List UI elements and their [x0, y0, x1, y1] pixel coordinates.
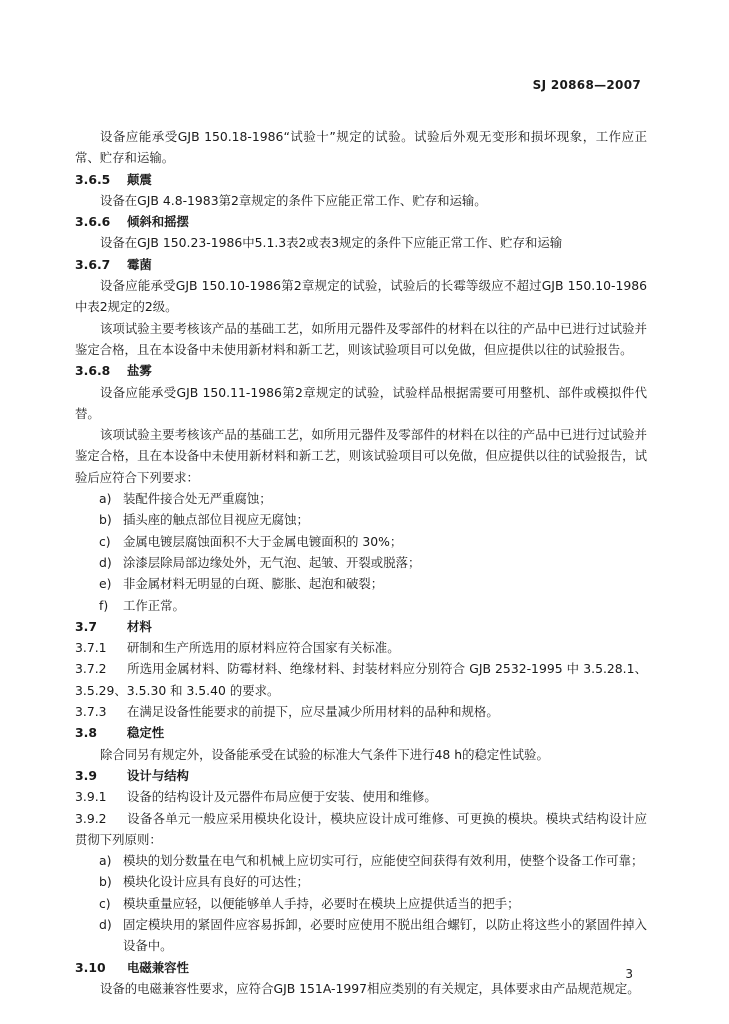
clause-number: 3.7.2	[75, 661, 107, 677]
list-text: 插头座的触点部位目视应无腐蚀；	[123, 512, 309, 528]
section-number: 3.6.7	[75, 256, 111, 272]
section-number: 3.10	[75, 959, 106, 975]
section-title: 倾斜和摇摆	[127, 214, 189, 230]
list-text: 涂漆层除局部边缘处外，无气泡、起皱、开裂或脱落；	[123, 554, 421, 570]
paragraph: 该项试验主要考核该产品的基础工艺，如所用元器件及零部件的材料在以往的产品中已进行过试验并鉴定合格，且在本设备中未使用新材料和新工艺，则该试验项目可以免做，但应提供以往的试验报告。	[75, 320, 647, 357]
paragraph: 设备应能承受GJB 150.18-1986“试验十”规定的试验。试验后外观无变形和损坏现象，工作应正常、贮存和运输。	[75, 129, 647, 166]
list-item	[75, 595, 647, 616]
paragraph: 设备应能承受GJB 150.11-1986第2章规定的试验，试验样品根据需要可用整机、部件或模拟件代替。	[75, 384, 647, 421]
section-number: 3.6.8	[75, 363, 111, 379]
section-title: 设计与结构	[127, 767, 189, 783]
page-number: 3	[625, 967, 633, 981]
clause-text: 研制和生产所选用的原材料应符合国家有关标准。	[127, 640, 400, 656]
section-heading	[75, 360, 647, 381]
clause-text: 设备各单元一般应采用模块化设计，模块应设计成可维修、可更换的模块。模块式结构设计应贯彻下列原则：	[75, 810, 647, 847]
section-heading	[75, 722, 647, 743]
clause-text: 在满足设备性能要求的前提下，应尽量减少所用材料的品种和规格。	[127, 704, 499, 720]
section-heading	[75, 616, 647, 637]
list-item	[75, 488, 647, 509]
clause-number: 3.9.2	[75, 810, 107, 826]
list-item	[75, 893, 647, 914]
paragraph: 设备在GJB 4.8-1983第2章规定的条件下应能正常工作、贮存和运输。	[100, 192, 487, 208]
clause-text: 所选用金属材料、防霉材料、绝缘材料、封装材料应分别符合 GJB 2532-1995 中 3.5.28.1、3.5.29、3.5.30 和 3.5.40 的要求。	[75, 661, 647, 698]
section-number: 3.6.5	[75, 171, 111, 187]
list-marker: e)	[99, 576, 112, 592]
list-item	[75, 531, 647, 552]
section-heading	[75, 765, 647, 786]
section-number: 3.8	[75, 725, 97, 741]
clause-number: 3.7.1	[75, 640, 107, 656]
list-text: 非金属材料无明显的白斑、膨胀、起泡和破裂；	[123, 576, 384, 592]
list-marker: f)	[99, 597, 109, 613]
list-item	[75, 552, 647, 573]
section-heading	[75, 957, 647, 978]
list-text: 工作正常。	[123, 597, 185, 613]
list-item	[75, 573, 647, 594]
section-number: 3.9	[75, 767, 97, 783]
list-marker: c)	[99, 895, 111, 911]
list-marker: b)	[99, 874, 112, 890]
paragraph: 设备的电磁兼容性要求，应符合GJB 151A-1997相应类别的有关规定，具体要求由产品规范规定。	[100, 980, 640, 996]
clause-text: 设备的结构设计及元器件布局应便于安装、使用和维修。	[127, 789, 437, 805]
section-number: 3.7	[75, 618, 97, 634]
section-title: 颠震	[127, 171, 152, 187]
list-item	[75, 871, 647, 892]
list-item	[75, 509, 647, 530]
paragraph: 设备在GJB 150.23-1986中5.1.3表2或表3规定的条件下应能正常工作、贮存和运输	[100, 235, 563, 251]
list-marker: d)	[99, 554, 112, 570]
list-text: 固定模块用的紧固件应容易拆卸，必要时应使用不脱出组合螺钉，以防止将这些小的紧固件掉入设备中。	[123, 916, 647, 954]
numbered-clause	[75, 637, 647, 658]
clause-number: 3.9.1	[75, 789, 107, 805]
section-heading	[75, 254, 647, 275]
list-item	[75, 850, 647, 871]
list-text: 装配件接合处无严重腐蚀；	[123, 491, 272, 507]
numbered-clause	[75, 701, 647, 722]
paragraph: 除合同另有规定外，设备能承受在试验的标准大气条件下进行48 h的稳定性试验。	[100, 746, 549, 762]
section-title: 盐雾	[127, 363, 152, 379]
section-title: 电磁兼容性	[127, 959, 189, 975]
list-text: 模块化设计应具有良好的可达性；	[123, 874, 309, 890]
numbered-clause	[75, 786, 647, 807]
numbered-clause	[75, 658, 647, 701]
section-heading	[75, 211, 647, 232]
list-marker: b)	[99, 512, 112, 528]
section-title: 霉菌	[127, 256, 152, 272]
numbered-clause	[75, 808, 647, 851]
list-text: 金属电镀层腐蚀面积不大于金属电镀面积的 30%；	[123, 533, 403, 549]
paragraph: 设备应能承受GJB 150.10-1986第2章规定的试验，试验后的长霉等级应不超过GJB 150.10-1986中表2规定的2级。	[75, 278, 647, 315]
list-marker: c)	[99, 533, 111, 549]
paragraph: 该项试验主要考核该产品的基础工艺，如所用元器件及零部件的材料在以往的产品中已进行过试验并鉴定合格，且在本设备中未使用新材料和新工艺，则该试验项目可以免做，但应提供以往的试验报告，试验后应符合下列要求：	[75, 427, 647, 485]
clause-number: 3.7.3	[75, 704, 107, 720]
section-title: 稳定性	[127, 725, 165, 741]
section-number: 3.6.6	[75, 214, 111, 230]
document-body	[75, 126, 647, 999]
list-marker: d)	[99, 916, 112, 932]
list-text: 模块重量应轻，以便能够单人手持，必要时在模块上应提供适当的把手；	[123, 895, 520, 911]
list-marker: a)	[99, 491, 112, 507]
list-marker: a)	[99, 853, 112, 869]
section-title: 材料	[127, 618, 152, 634]
standard-code: SJ 20868—2007	[532, 78, 641, 92]
section-heading	[75, 169, 647, 190]
list-text: 模块的划分数量在电气和机械上应切实可行，应能使空间获得有效利用，使整个设备工作可靠；	[123, 853, 644, 869]
list-item	[75, 914, 647, 957]
